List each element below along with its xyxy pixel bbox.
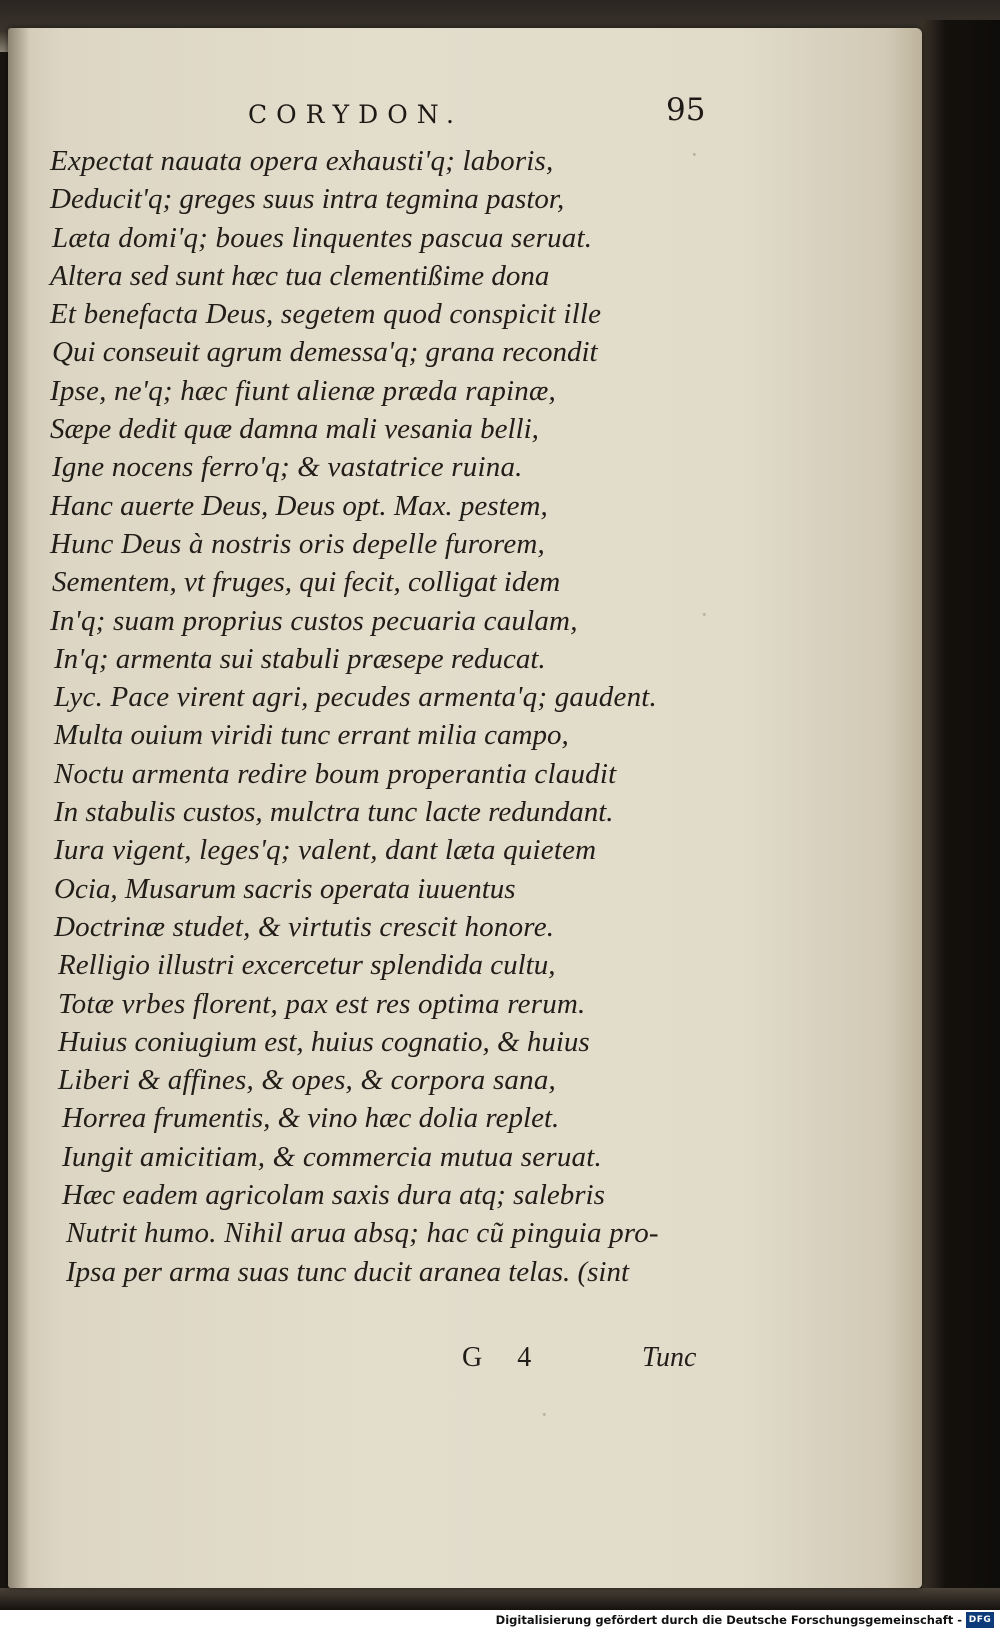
show-through-mark: · bbox=[690, 140, 699, 169]
verse-line: Hæc eadem agricolam saxis dura atq; salebris bbox=[62, 1179, 605, 1212]
verse-text bbox=[50, 142, 750, 1291]
dfg-logo: DFG bbox=[966, 1612, 994, 1628]
verse-line: Hanc auerte Deus, Deus opt. Max. pestem, bbox=[50, 489, 548, 522]
scan-background-bottom bbox=[0, 1588, 1000, 1610]
verse-line: Horrea frumentis, & vino hæc dolia replet. bbox=[62, 1102, 560, 1135]
verse-line: Læta domi'q; boues linquentes pascua seruat. bbox=[52, 221, 593, 254]
footer-bar bbox=[0, 1610, 1000, 1632]
verse-line: Expectat nauata opera exhausti'q; laboris, bbox=[50, 145, 554, 177]
verse-line: Sæpe dedit quæ damna mali vesania belli, bbox=[50, 413, 539, 446]
verse-line: Altera sed sunt hæc tua clementißime dona bbox=[50, 259, 550, 292]
verse-line: Deducit'q; greges suus intra tegmina pastor, bbox=[50, 183, 565, 216]
funding-credit: Digitalisierung gefördert durch die Deutsche Forschungsgemeinschaft - bbox=[495, 1613, 962, 1627]
catchword: Tunc bbox=[642, 1342, 697, 1373]
verse-line: Doctrinæ studet, & virtutis crescit honore. bbox=[54, 910, 555, 943]
gutter-shadow bbox=[8, 28, 30, 1588]
verse-line: Sementem, vt fruges, qui fecit, colligat idem bbox=[52, 566, 561, 599]
signature-mark: G 4 bbox=[462, 1342, 546, 1373]
show-through-mark: · bbox=[540, 1400, 549, 1429]
verse-line: Iura vigent, leges'q; valent, dant læta quietem bbox=[54, 834, 597, 867]
verse-line: In stabulis custos, mulctra tunc lacte redundant. bbox=[54, 796, 614, 829]
verse-line: Iungit amicitiam, & commercia mutua seruat. bbox=[62, 1140, 602, 1173]
verse-line: Hunc Deus à nostris oris depelle furorem, bbox=[50, 527, 545, 560]
verse-line: Qui conseuit agrum demessa'q; grana recondit bbox=[52, 336, 598, 369]
verse-line: Totæ vrbes florent, pax est res optima rerum. bbox=[58, 987, 586, 1020]
verse-line: Ipse, ne'q; hæc fiunt alienæ præda rapinæ, bbox=[50, 374, 556, 407]
verse-line: Et benefacta Deus, segetem quod conspicit ille bbox=[50, 298, 602, 331]
verse-line: Ocia, Musarum sacris operata iuuentus bbox=[54, 872, 516, 905]
verse-line: Igne nocens ferro'q; & vastatrice ruina. bbox=[52, 451, 523, 484]
running-head: CORYDON. bbox=[248, 100, 463, 129]
verse-line: Noctu armenta redire boum properantia claudit bbox=[54, 757, 617, 790]
page-number: 95 bbox=[666, 92, 706, 128]
verse-line: Liberi & affines, & opes, & corpora sana, bbox=[58, 1064, 556, 1097]
verse-line: Multa ouium viridi tunc errant milia campo, bbox=[54, 719, 569, 752]
scan-background-right bbox=[922, 20, 1000, 1610]
verse-line: Huius coniugium est, huius cognatio, & huius bbox=[58, 1025, 590, 1058]
verse-line: Lyc. Pace virent agri, pecudes armenta'q; gaudent. bbox=[54, 681, 657, 714]
verse-line: Ipsa per arma suas tunc ducit aranea telas. (sint bbox=[66, 1255, 630, 1288]
show-through-mark: · bbox=[700, 600, 709, 629]
verse-line: Nutrit humo. Nihil arua absq; hac cũ pinguia pro- bbox=[66, 1217, 659, 1250]
verse-line: In'q; suam proprius custos pecuaria caulam, bbox=[50, 604, 578, 637]
verse-line: Relligio illustri excercetur splendida cultu, bbox=[58, 949, 556, 982]
verse-line: In'q; armenta sui stabuli præsepe reducat. bbox=[54, 642, 546, 675]
